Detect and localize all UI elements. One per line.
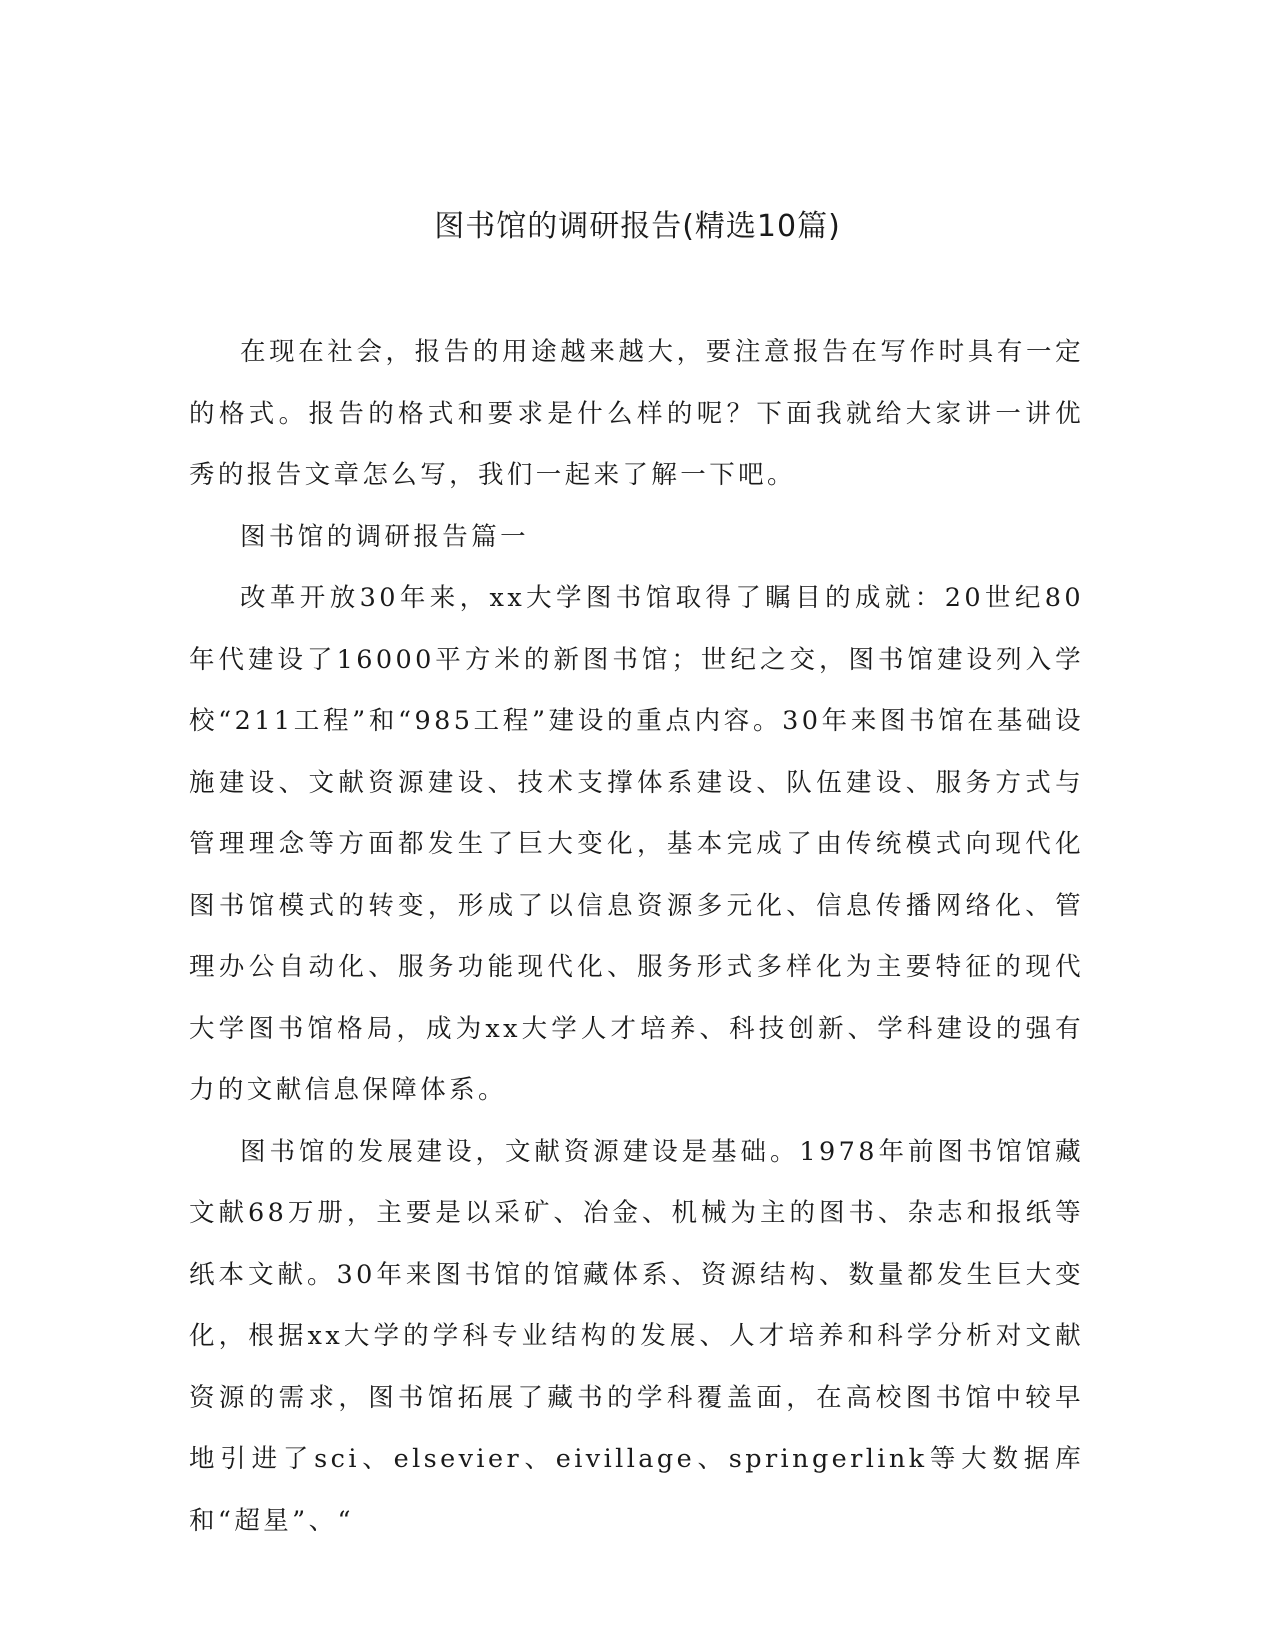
intro-paragraph: 在现在社会，报告的用途越来越大，要注意报告在写作时具有一定的格式。报告的格式和要求是什么样的呢？下面我就给大家讲一讲优秀的报告文章怎么写，我们一起来了解一下吧。: [189, 337, 1084, 490]
document-title: 图书馆的调研报告(精选10篇): [434, 209, 841, 244]
body-paragraph-1: 改革开放30年来，xx大学图书馆取得了瞩目的成就：20世纪80年代建设了16000平方米的新图书馆；世纪之交，图书馆建设列入学校“211工程”和“985工程”建设的重点内容。30年来图书馆在基础设施建设、文献资源建设、技术支撑体系建设、队伍建设、服务方式与管理理念等方面都发生了巨大变化，基本完成了由传统模式向现代化图书馆模式的转变，形成了以信息资源多元化、信息传播网络化、管理办公自动化、服务功能现代化、服务形式多样化为主要特征的现代大学图书馆格局，成为xx大学人才培养、科技创新、学科建设的强有力的文献信息保障体系。: [189, 583, 1084, 1105]
body-paragraph-2: 图书馆的发展建设，文献资源建设是基础。1978年前图书馆馆藏文献68万册，主要是以采矿、冶金、机械为主的图书、杂志和报纸等纸本文献。30年来图书馆的馆藏体系、资源结构、数量都发生巨大变化，根据xx大学的学科专业结构的发展、人才培养和科学分析对文献资源的需求，图书馆拓展了藏书的学科覆盖面，在高校图书馆中较早地引进了sci、elsevier、eivillage、springerlink等大数据库和“超星”、“: [189, 1136, 1084, 1536]
section-heading: 图书馆的调研报告篇一: [240, 521, 530, 552]
document-body: [189, 322, 1084, 1552]
